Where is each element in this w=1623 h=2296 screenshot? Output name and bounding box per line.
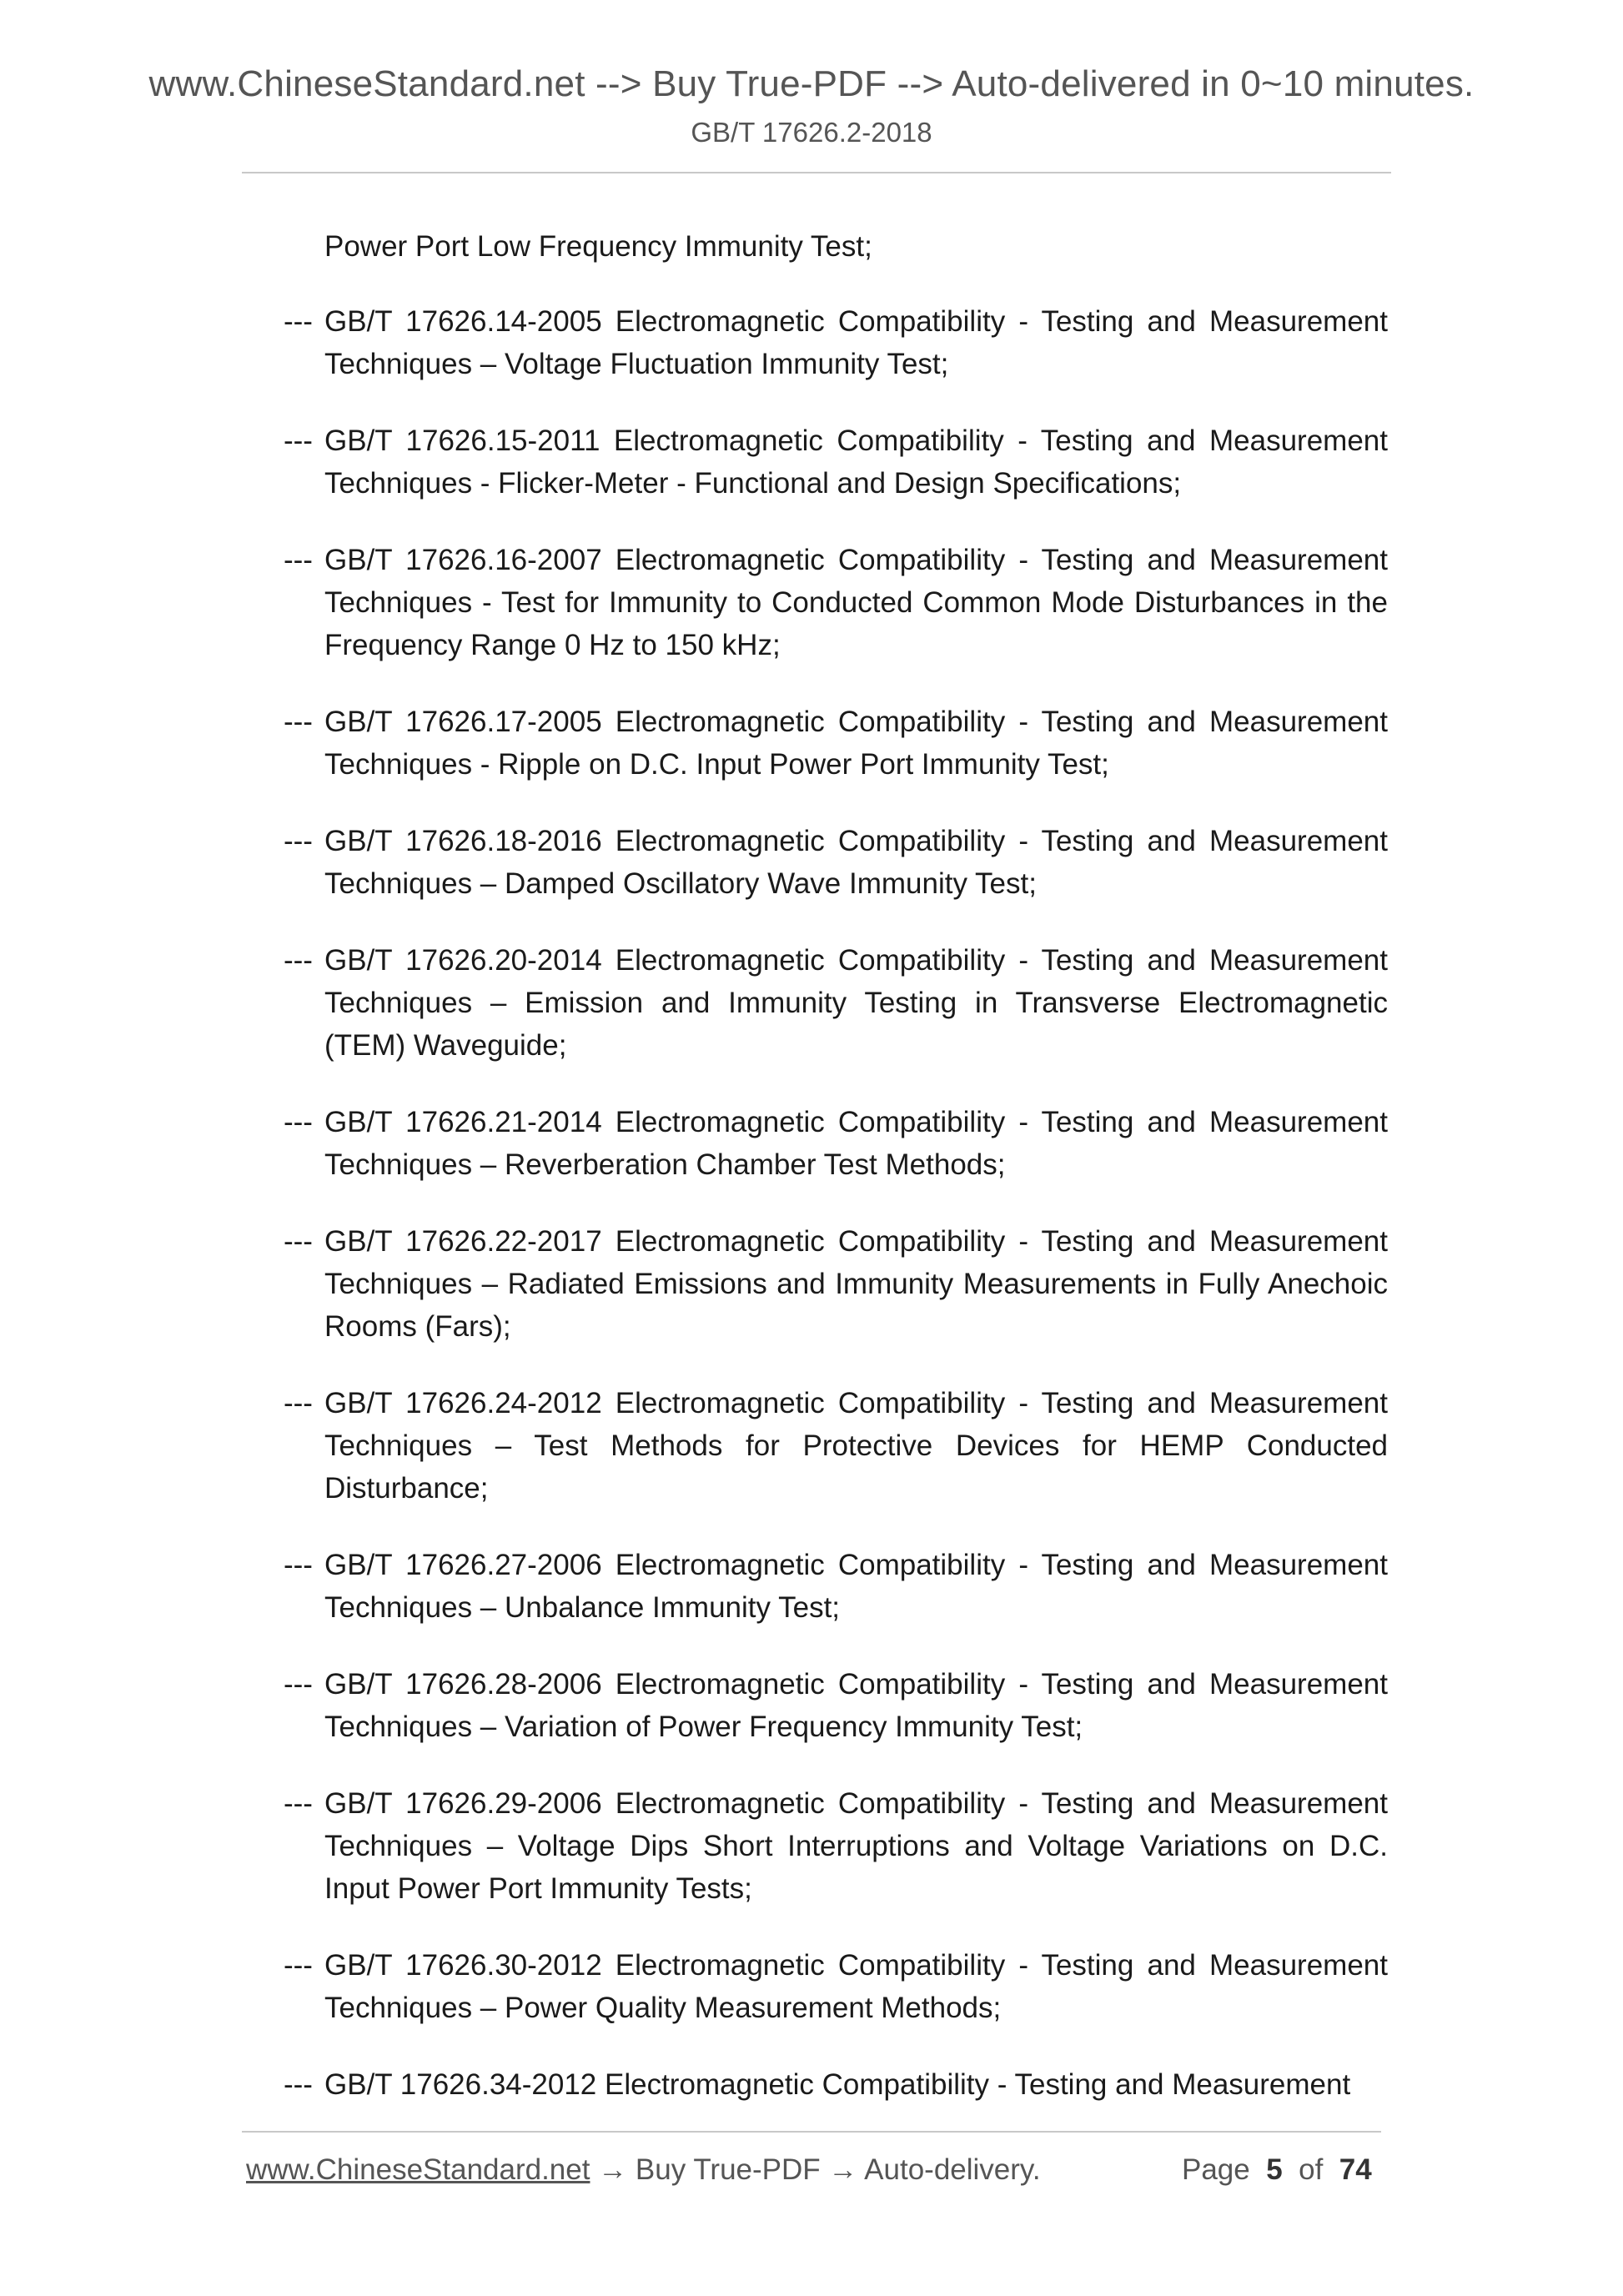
of-label: of: [1299, 2153, 1324, 2186]
list-dash-marker: ---: [284, 1949, 313, 1982]
reference-item: [284, 1782, 1388, 1910]
reference-item: [284, 1220, 1388, 1348]
reference-item: [284, 1101, 1388, 1186]
reference-list: [284, 300, 1388, 2140]
list-dash-marker: ---: [284, 706, 313, 738]
reference-item: [284, 1663, 1388, 1748]
reference-text: GB/T 17626.17-2005 Electromagnetic Compatibility - Testing and Measurement Techniques - Ripple on D.C. Input Power Port Immunity Test;: [324, 706, 1388, 781]
list-dash-marker: ---: [284, 944, 313, 977]
reference-text: GB/T 17626.24-2012 Electromagnetic Compatibility - Testing and Measurement Techniques – Test Methods for Protective Devices for HEMP Conducted Disturbance;: [324, 1387, 1388, 1505]
reference-item: [284, 820, 1388, 905]
reference-text: GB/T 17626.30-2012 Electromagnetic Compatibility - Testing and Measurement Techniques – Power Quality Measurement Methods;: [324, 1949, 1388, 2024]
list-dash-marker: ---: [284, 1787, 313, 1820]
reference-item: [284, 539, 1388, 666]
reference-item: [284, 1544, 1388, 1629]
reference-text: GB/T 17626.28-2006 Electromagnetic Compatibility - Testing and Measurement Techniques – Variation of Power Frequency Immunity Test;: [324, 1668, 1388, 1743]
reference-item: [284, 1944, 1388, 2029]
reference-text: GB/T 17626.14-2005 Electromagnetic Compatibility - Testing and Measurement Techniques – Voltage Fluctuation Immunity Test;: [324, 305, 1388, 380]
list-dash-marker: ---: [284, 305, 313, 338]
page-label: Page: [1182, 2153, 1250, 2186]
total-pages: 74: [1339, 2153, 1372, 2186]
footer-left: [246, 2153, 1041, 2187]
continued-reference-line: Power Port Low Frequency Immunity Test;: [324, 230, 872, 263]
list-dash-marker: ---: [284, 1668, 313, 1701]
reference-item: [284, 939, 1388, 1067]
reference-text: GB/T 17626.27-2006 Electromagnetic Compatibility - Testing and Measurement Techniques – Unbalance Immunity Test;: [324, 1549, 1388, 1624]
reference-item: [284, 1382, 1388, 1510]
list-dash-marker: ---: [284, 1549, 313, 1581]
reference-text: GB/T 17626.21-2014 Electromagnetic Compatibility - Testing and Measurement Techniques – Reverberation Chamber Test Methods;: [324, 1106, 1388, 1181]
page-indicator: [1182, 2153, 1372, 2187]
footer-site-link[interactable]: www.ChineseStandard.net: [246, 2153, 590, 2186]
list-dash-marker: ---: [284, 825, 313, 857]
header-divider: [242, 172, 1391, 173]
list-dash-marker: ---: [284, 425, 313, 457]
list-dash-marker: ---: [284, 544, 313, 576]
footer-divider: [242, 2131, 1381, 2133]
reference-text: GB/T 17626.16-2007 Electromagnetic Compatibility - Testing and Measurement Techniques - Test for Immunity to Conducted Common Mode Disturbances in the Frequency Range 0 Hz to 150 kHz;: [324, 544, 1388, 661]
reference-text: GB/T 17626.18-2016 Electromagnetic Compatibility - Testing and Measurement Techniques – Damped Oscillatory Wave Immunity Test;: [324, 825, 1388, 900]
list-dash-marker: ---: [284, 1387, 313, 1419]
reference-text: GB/T 17626.34-2012 Electromagnetic Compatibility - Testing and Measurement: [324, 2068, 1351, 2101]
reference-text: GB/T 17626.15-2011 Electromagnetic Compatibility - Testing and Measurement Techniques - Flicker-Meter - Functional and Design Specifications;: [324, 425, 1388, 500]
standard-id: GB/T 17626.2-2018: [691, 117, 932, 148]
reference-item: [284, 701, 1388, 786]
reference-text: GB/T 17626.29-2006 Electromagnetic Compatibility - Testing and Measurement Techniques – Voltage Dips Short Interruptions and Voltage Variations on D.C. Input Power Port Immunity Tests;: [324, 1787, 1388, 1905]
header-banner: www.ChineseStandard.net --> Buy True-PDF --> Auto-delivered in 0~10 minutes.: [148, 63, 1475, 104]
reference-text: GB/T 17626.22-2017 Electromagnetic Compatibility - Testing and Measurement Techniques – Radiated Emissions and Immunity Measurements in Fully Anechoic Rooms (Fars);: [324, 1225, 1388, 1343]
footer-tagline: → Buy True-PDF → Auto-delivery.: [598, 2153, 1041, 2186]
reference-item: [284, 420, 1388, 505]
reference-text: GB/T 17626.20-2014 Electromagnetic Compatibility - Testing and Measurement Techniques – Emission and Immunity Testing in Transverse Electromagnetic (TEM) Waveguide;: [324, 944, 1388, 1062]
reference-item: [284, 2063, 1388, 2106]
page-number: 5: [1266, 2153, 1283, 2186]
list-dash-marker: ---: [284, 2068, 313, 2101]
list-dash-marker: ---: [284, 1225, 313, 1258]
reference-item: [284, 300, 1388, 385]
list-dash-marker: ---: [284, 1106, 313, 1138]
